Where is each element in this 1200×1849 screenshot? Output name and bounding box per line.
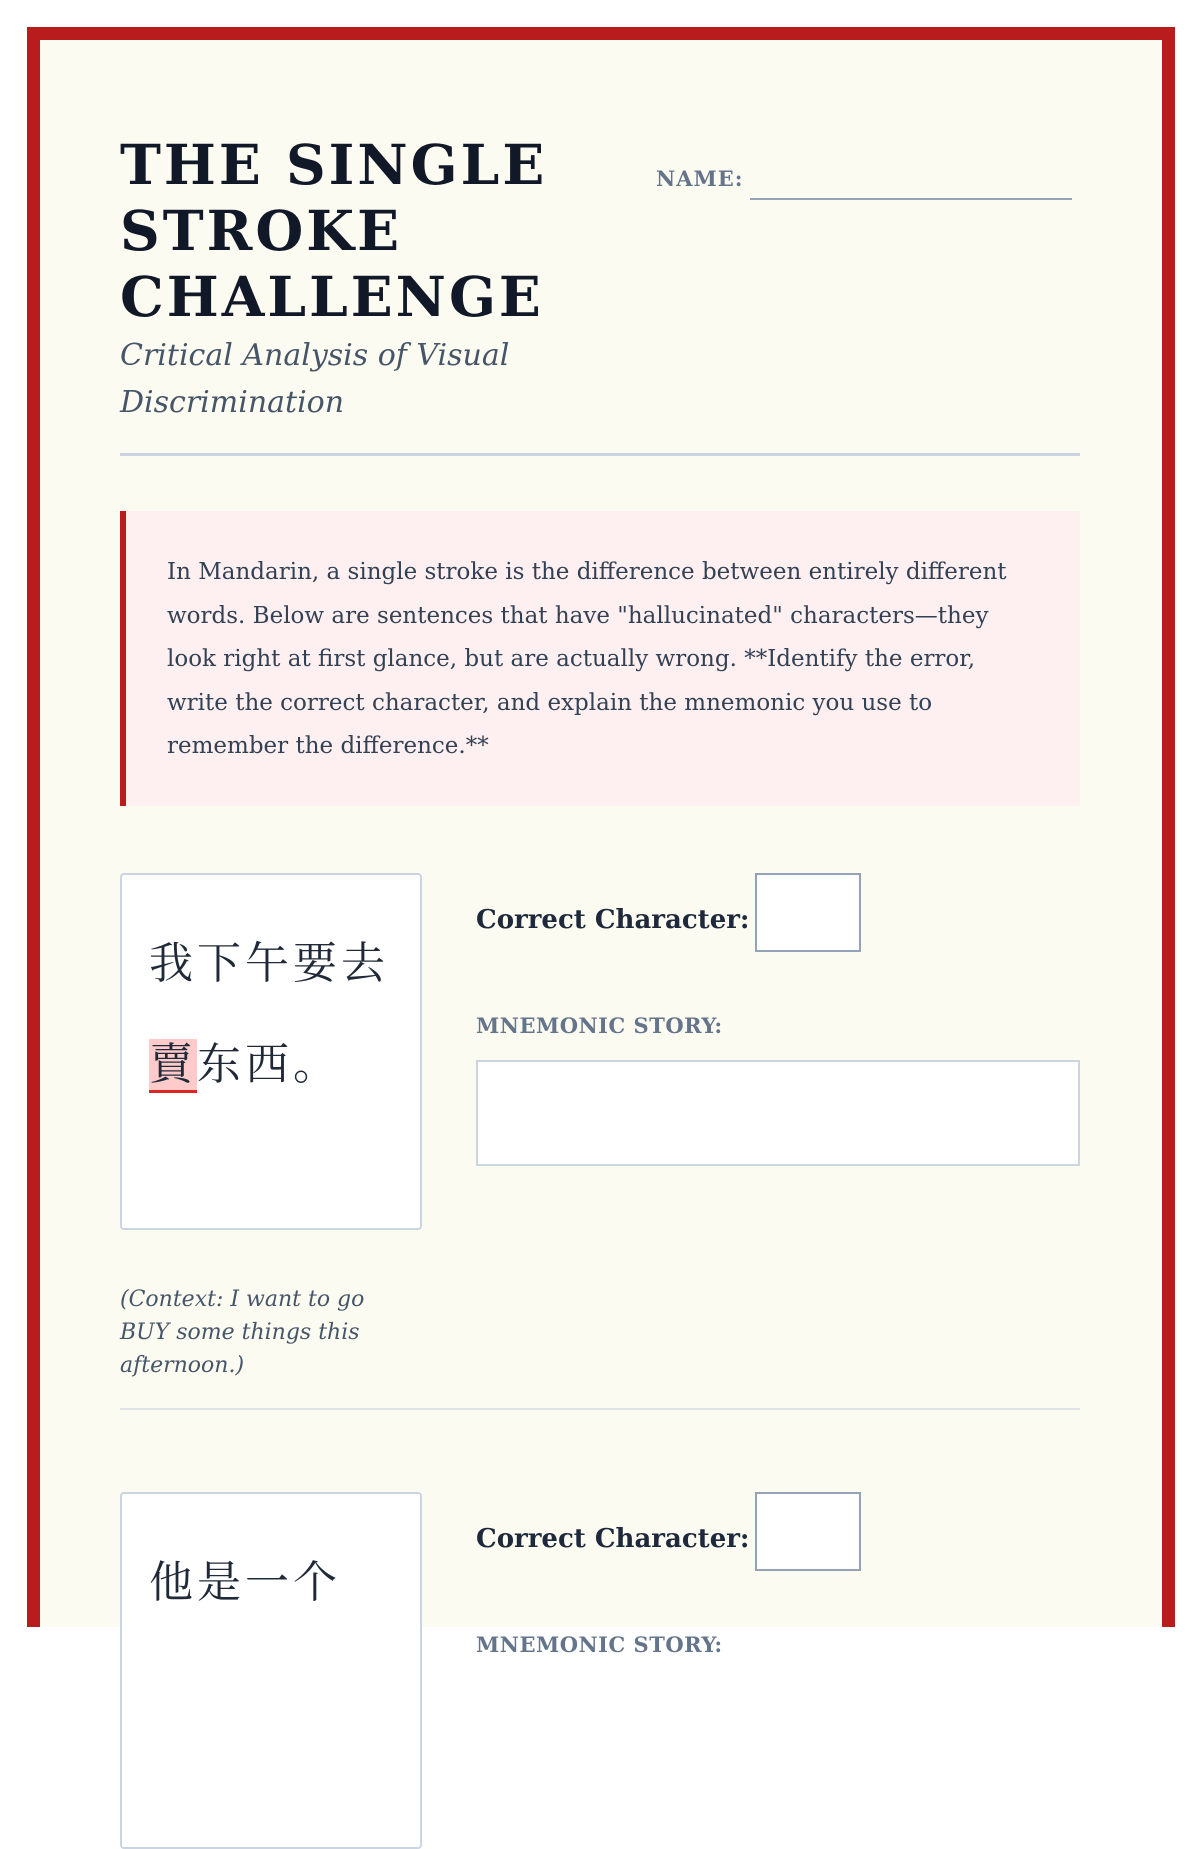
sentence-text-after: 东西。 xyxy=(197,1039,341,1090)
sentence-card xyxy=(120,873,422,1230)
name-line[interactable] xyxy=(750,198,1072,200)
name-field-row xyxy=(656,138,1080,198)
item-divider xyxy=(120,1408,1080,1410)
header-divider xyxy=(120,453,1080,456)
correct-character-box[interactable] xyxy=(755,1492,861,1571)
worksheet-frame xyxy=(27,27,1175,1657)
wrong-character-highlight: 賣 xyxy=(149,1039,197,1093)
sentence-text-before: 他是一个 xyxy=(149,1557,341,1608)
instructions-text: In Mandarin, a single stroke is the difference between entirely different words. Below are sentences that have "hallucinated" characters—they look right at first glance, but are actually wrong. **Identify the error, write the correct character, and explain the mnemonic you use to remember the difference.** xyxy=(167,559,1007,759)
instructions-box xyxy=(120,511,1080,806)
correct-character-label: Correct Character: xyxy=(476,905,750,935)
correct-character-box[interactable] xyxy=(755,873,861,952)
sentence-text-before: 我下午要去 xyxy=(149,938,389,989)
correct-character-label: Correct Character: xyxy=(476,1524,750,1554)
sentence-card xyxy=(120,1492,422,1849)
mnemonic-label: MNEMONIC STORY: xyxy=(476,1632,723,1657)
name-label: NAME: xyxy=(656,166,744,191)
context-note: (Context: I want to go BUY some things this afternoon.) xyxy=(120,1287,365,1378)
mnemonic-label: MNEMONIC STORY: xyxy=(476,1013,723,1038)
page-title: THE SINGLE STROKE CHALLENGE xyxy=(120,132,548,329)
mnemonic-box[interactable] xyxy=(476,1060,1080,1166)
page-subtitle: Critical Analysis of Visual Discrimination xyxy=(120,338,510,420)
